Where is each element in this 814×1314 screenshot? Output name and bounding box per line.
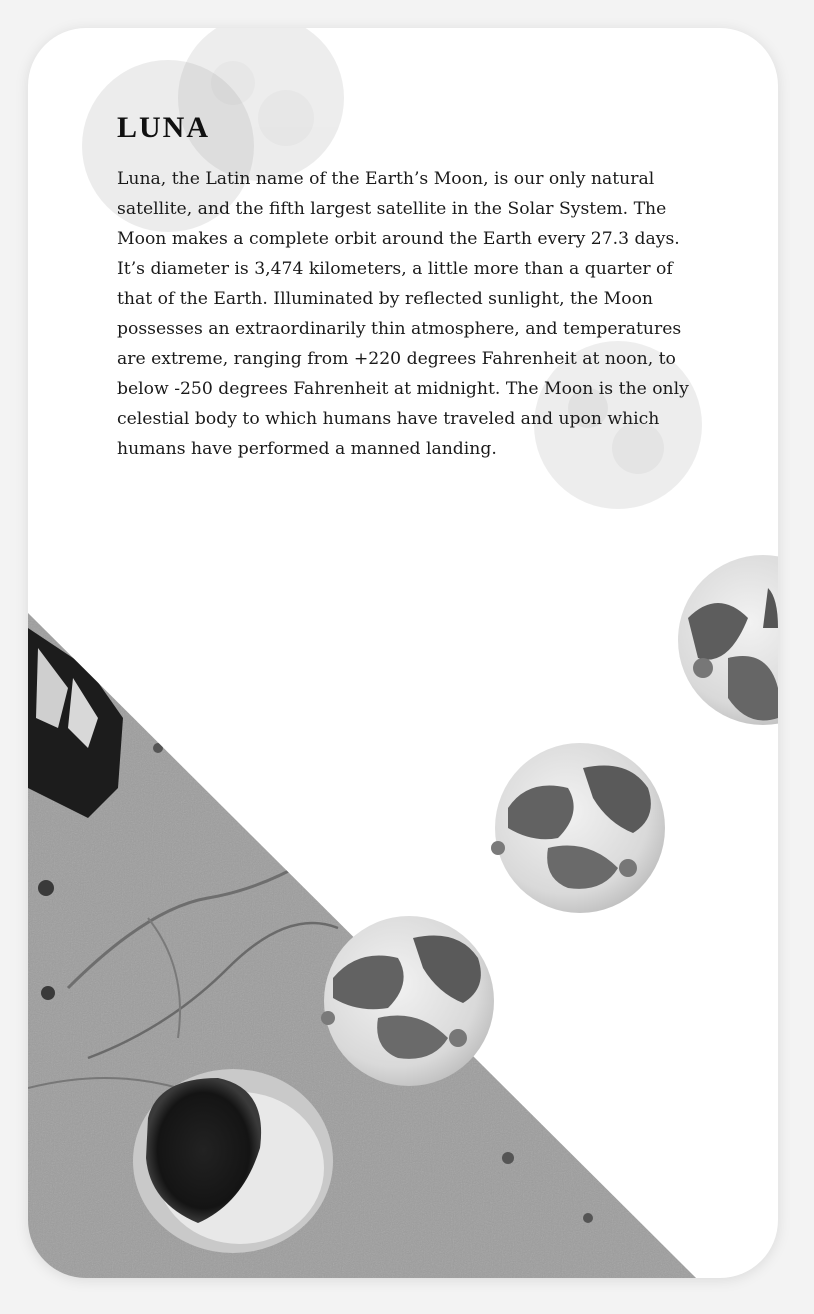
description-line: celestial body to which humans have traveled and upon which	[117, 409, 660, 429]
description-line: possesses an extraordinarily thin atmosphere, and temperatures	[117, 319, 682, 339]
card-title: LUNA	[117, 111, 211, 144]
description-line: below -250 degrees Fahrenheit at midnight. The Moon is the only	[117, 379, 689, 399]
description-line: are extreme, ranging from +220 degrees Fahrenheit at noon, to	[117, 349, 676, 369]
moon-center	[491, 743, 665, 913]
description-line: satellite, and the fifth largest satellite in the Solar System. The	[117, 199, 667, 219]
description-line: It’s diameter is 3,474 kilometers, a little more than a quarter of	[117, 259, 673, 279]
description-line: Luna, the Latin name of the Earth’s Moon, is our only natural	[117, 169, 655, 189]
moon-right-edge	[678, 555, 778, 725]
description-line: that of the Earth. Illuminated by reflected sunlight, the Moon	[117, 289, 654, 309]
description-line: Moon makes a complete orbit around the Earth every 27.3 days.	[117, 229, 680, 249]
card-description	[117, 164, 707, 464]
card-content	[117, 112, 707, 464]
luna-card	[28, 28, 778, 1278]
description-line: humans have performed a manned landing.	[117, 439, 497, 459]
